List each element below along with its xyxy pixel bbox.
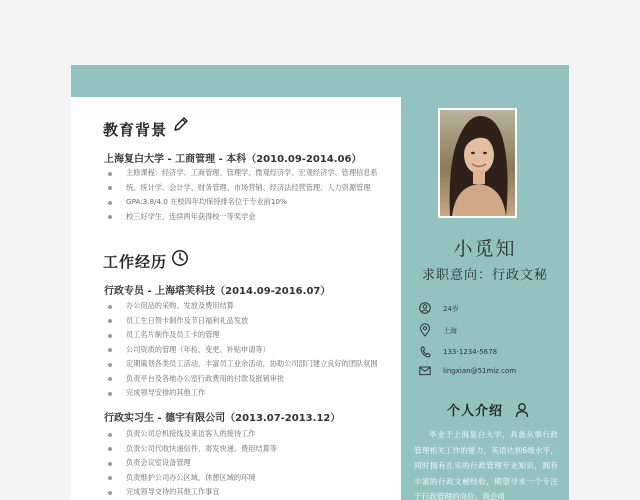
list-item: 员工生日贺卡制作及节日福利礼品发放 xyxy=(106,314,396,329)
mail-icon xyxy=(419,364,431,378)
clock-icon xyxy=(171,249,189,267)
intro-text: 毕业于上海复白大学，具备从事行政管理相关工作的能力，英语达到6级水平，同时拥有扎实的行政管理专业知识，拥有丰富的行政文秘经验，期望寻求一个专注于行政管理的岗位。我会用 xyxy=(414,430,558,500)
info-email xyxy=(419,364,559,380)
list-item: 主修课程：经济学、工商管理、管理学、微观经济学、宏观经济学、管理信息系 xyxy=(106,166,396,181)
list-item: 员工名片制作及员工卡的管理 xyxy=(106,328,396,343)
list-item: 统、统计学、会计学、财务管理、市场营销、经济法经营管理、人力资源管理 xyxy=(106,181,396,196)
job-bullets-1 xyxy=(106,299,396,401)
intro-title: 个人介绍 xyxy=(447,404,504,419)
phone-icon xyxy=(419,345,431,359)
list-item: 负责维护公司办公区域、休憩区域的环境 xyxy=(106,471,396,486)
city-text: 上海 xyxy=(443,327,457,335)
work-title: 工作经历 xyxy=(103,253,168,271)
list-item: 完成领导安排的其他工作 xyxy=(106,386,396,401)
person-icon xyxy=(515,402,529,418)
list-item: 定期策划各类员工活动，丰富员工业余活动，协助公司部门建立良好的团队氛围 xyxy=(106,357,396,372)
list-item: 负责会议室设备管理 xyxy=(106,456,396,471)
pencil-icon xyxy=(172,115,190,133)
job-header-2: 行政实习生 - 德宇有限公司（2013.07-2013.12） xyxy=(104,413,341,424)
info-phone xyxy=(419,345,559,361)
education-entry: 上海复白大学 - 工商管理 - 本科（2010.09-2014.06） xyxy=(104,154,362,165)
info-age xyxy=(419,301,559,317)
list-item: 校三好学生，连续两年获得校一等奖学金 xyxy=(106,210,396,225)
age-text: 24岁 xyxy=(443,305,459,313)
list-item: 完成领导交待的其他工作事宜 xyxy=(106,485,396,500)
education-title: 教育背景 xyxy=(103,121,168,139)
profile-photo xyxy=(438,108,517,218)
list-item: 负责平台及各地办公室行政费用的付款及报销审批 xyxy=(106,372,396,387)
candidate-name: 小觅知 xyxy=(453,238,517,260)
job-intent: 求职意向：行政文秘 xyxy=(421,268,548,283)
info-city xyxy=(419,323,559,339)
location-icon xyxy=(419,323,431,337)
list-item: 负责公司总机接线及来访客人的接待工作 xyxy=(106,427,396,442)
list-item: 负责公司代收快递信件、寄发快递、费用结算等 xyxy=(106,442,396,457)
email-text: lingxian@51miz.com xyxy=(443,367,517,375)
phone-text: 133-1234-5678 xyxy=(443,348,498,356)
resume-side-column xyxy=(401,97,569,500)
job-bullets-2 xyxy=(106,427,396,500)
user-icon xyxy=(419,301,431,315)
education-bullets xyxy=(106,166,396,224)
list-item: 办公用品的采购、发放及费用结算 xyxy=(106,299,396,314)
resume-main-column xyxy=(71,97,401,500)
job-header-1: 行政专员 - 上海塔芙科技（2014.09-2016.07） xyxy=(104,286,331,297)
list-item: GPA:3.8/4.0 在校四年均保持排名位于专业前10% xyxy=(106,195,396,210)
list-item: 公司资质的管理（年检、变更、补贴申请等） xyxy=(106,343,396,358)
